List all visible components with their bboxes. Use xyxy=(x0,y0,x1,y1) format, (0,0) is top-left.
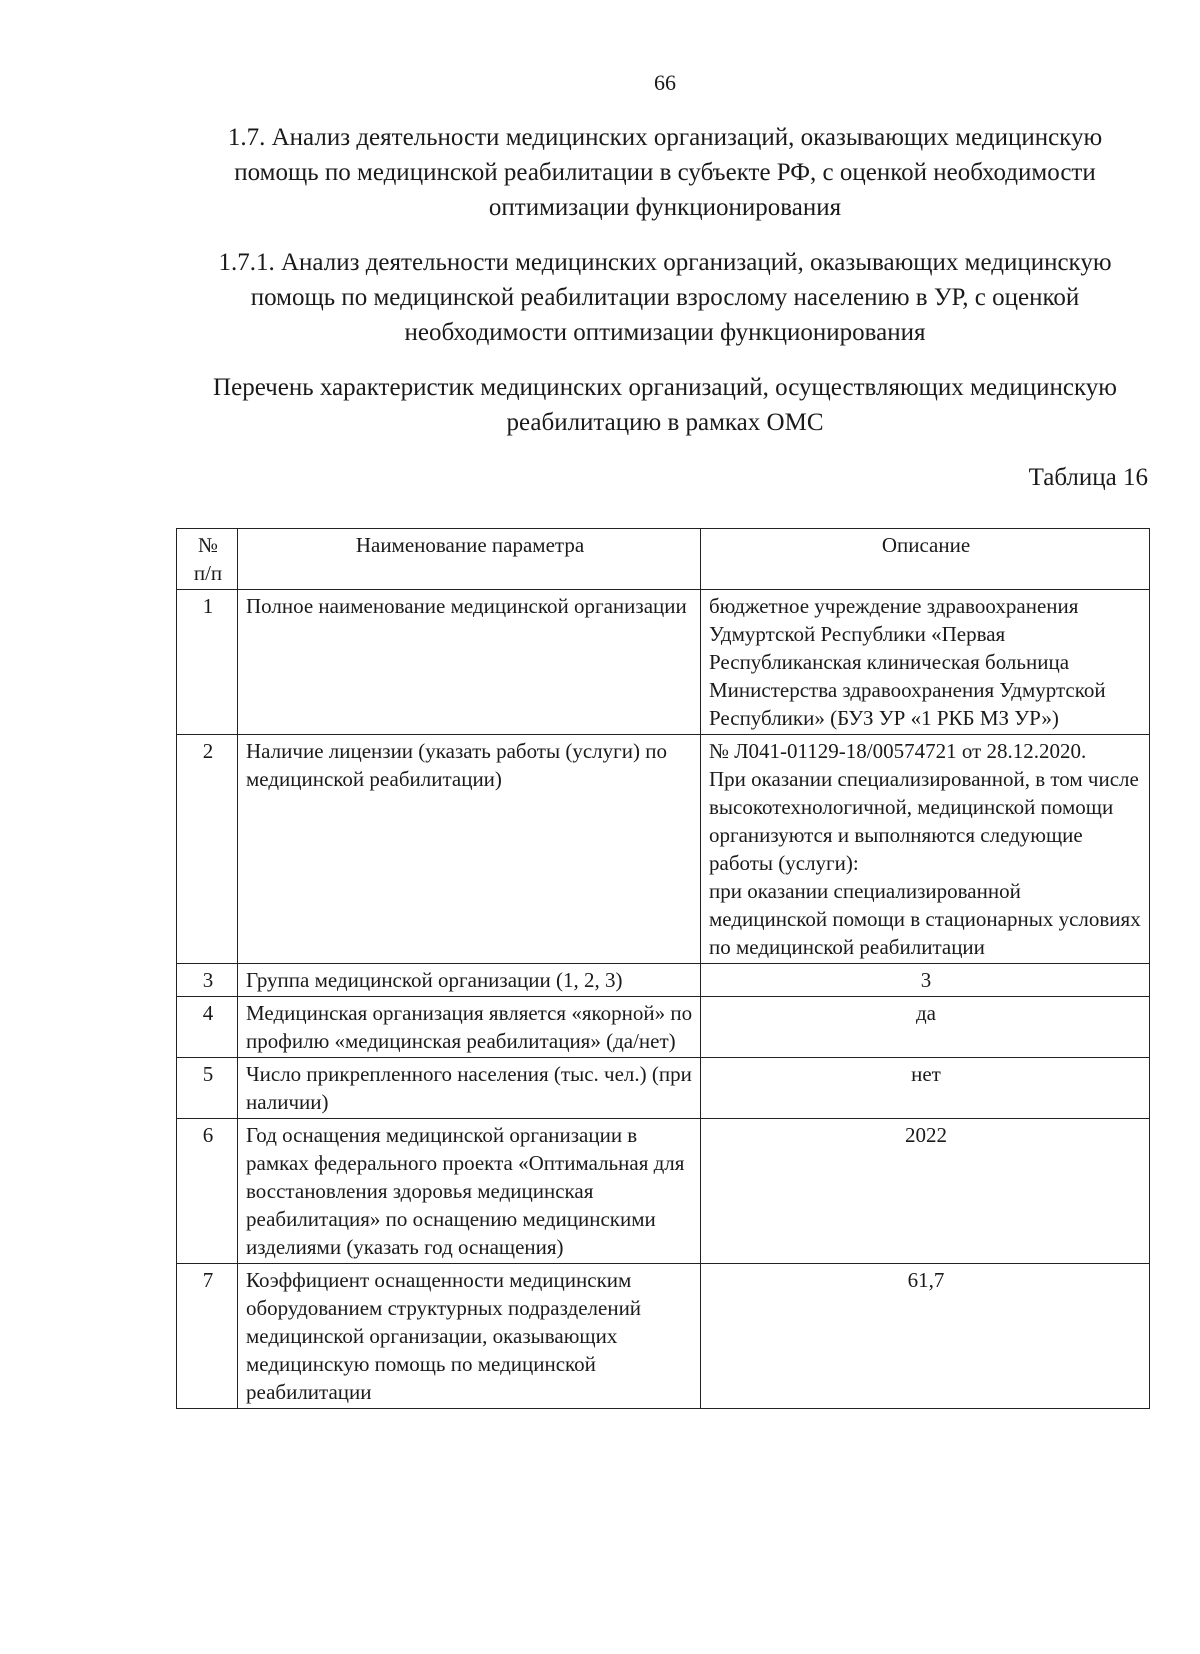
row-number: 1 xyxy=(177,590,238,735)
row-number: 7 xyxy=(177,1264,238,1409)
parameter-value: 2022 xyxy=(701,1119,1150,1264)
parameter-value: 61,7 xyxy=(701,1264,1150,1409)
row-number: 6 xyxy=(177,1119,238,1264)
parameter-value: бюджетное учреждение здравоохранения Удмуртской Республики «Первая Республиканская клиническая больница Министерства здравоохранения Удмуртской Республики» (БУЗ УР «1 РКБ МЗ УР») xyxy=(701,590,1150,735)
table-row xyxy=(177,1119,1150,1264)
parameter-name: Коэффициент оснащенности медицинским оборудованием структурных подразделений медицинской организации, оказывающих медицинскую помощь по медицинской реабилитации xyxy=(238,1264,701,1409)
parameter-value: 3 xyxy=(701,964,1150,997)
parameter-name: Число прикрепленного населения (тыс. чел.) (при наличии) xyxy=(238,1058,701,1119)
column-header-description: Описание xyxy=(701,529,1150,590)
subsection-heading: 1.7.1. Анализ деятельности медицинских организаций, оказывающих медицинскую помощь по медицинской реабилитации взрослому населению в УР, с оценкой необходимости оптимизации функционирования xyxy=(218,249,1112,346)
parameters-table xyxy=(176,528,1150,1409)
parameter-value: нет xyxy=(701,1058,1150,1119)
parameter-value: № Л041-01129-18/00574721 от 28.12.2020. При оказании специализированной, в том числе высокотехнологичной, медицинской помощи организуются и выполняются следующие работы (услуги): при оказании специализированной медицинской помощи в стационарных условиях по медицинской реабилитации xyxy=(701,735,1150,964)
row-number: 3 xyxy=(177,964,238,997)
table-title: Перечень характеристик медицинских организаций, осуществляющих медицинскую реабилитацию в рамках ОМС xyxy=(213,374,1117,436)
table-row xyxy=(177,735,1150,964)
column-header-parameter: Наименование параметра xyxy=(238,529,701,590)
page-number: 66 xyxy=(654,70,676,95)
parameter-name: Наличие лицензии (указать работы (услуги) по медицинской реабилитации) xyxy=(238,735,701,964)
section-heading: 1.7. Анализ деятельности медицинских организаций, оказывающих медицинскую помощь по медицинской реабилитации в субъекте РФ, с оценкой необходимости оптимизации функционирования xyxy=(227,124,1103,221)
table-row xyxy=(177,997,1150,1058)
row-number: 2 xyxy=(177,735,238,964)
row-number: 4 xyxy=(177,997,238,1058)
parameter-name: Год оснащения медицинской организации в рамках федерального проекта «Оптимальная для восстановления здоровья медицинская реабилитация» по оснащению медицинскими изделиями (указать год оснащения) xyxy=(238,1119,701,1264)
table-row xyxy=(177,590,1150,735)
table-caption: Таблица 16 xyxy=(1028,464,1148,491)
table-row xyxy=(177,1264,1150,1409)
parameter-name: Полное наименование медицинской организации xyxy=(238,590,701,735)
parameter-name: Группа медицинской организации (1, 2, 3) xyxy=(238,964,701,997)
table-header-row xyxy=(177,529,1150,590)
table-row xyxy=(177,1058,1150,1119)
table-row xyxy=(177,964,1150,997)
column-header-number: № п/п xyxy=(177,529,238,590)
row-number: 5 xyxy=(177,1058,238,1119)
parameter-value: да xyxy=(701,997,1150,1058)
parameter-name: Медицинская организация является «якорной» по профилю «медицинская реабилитация» (да/нет) xyxy=(238,997,701,1058)
